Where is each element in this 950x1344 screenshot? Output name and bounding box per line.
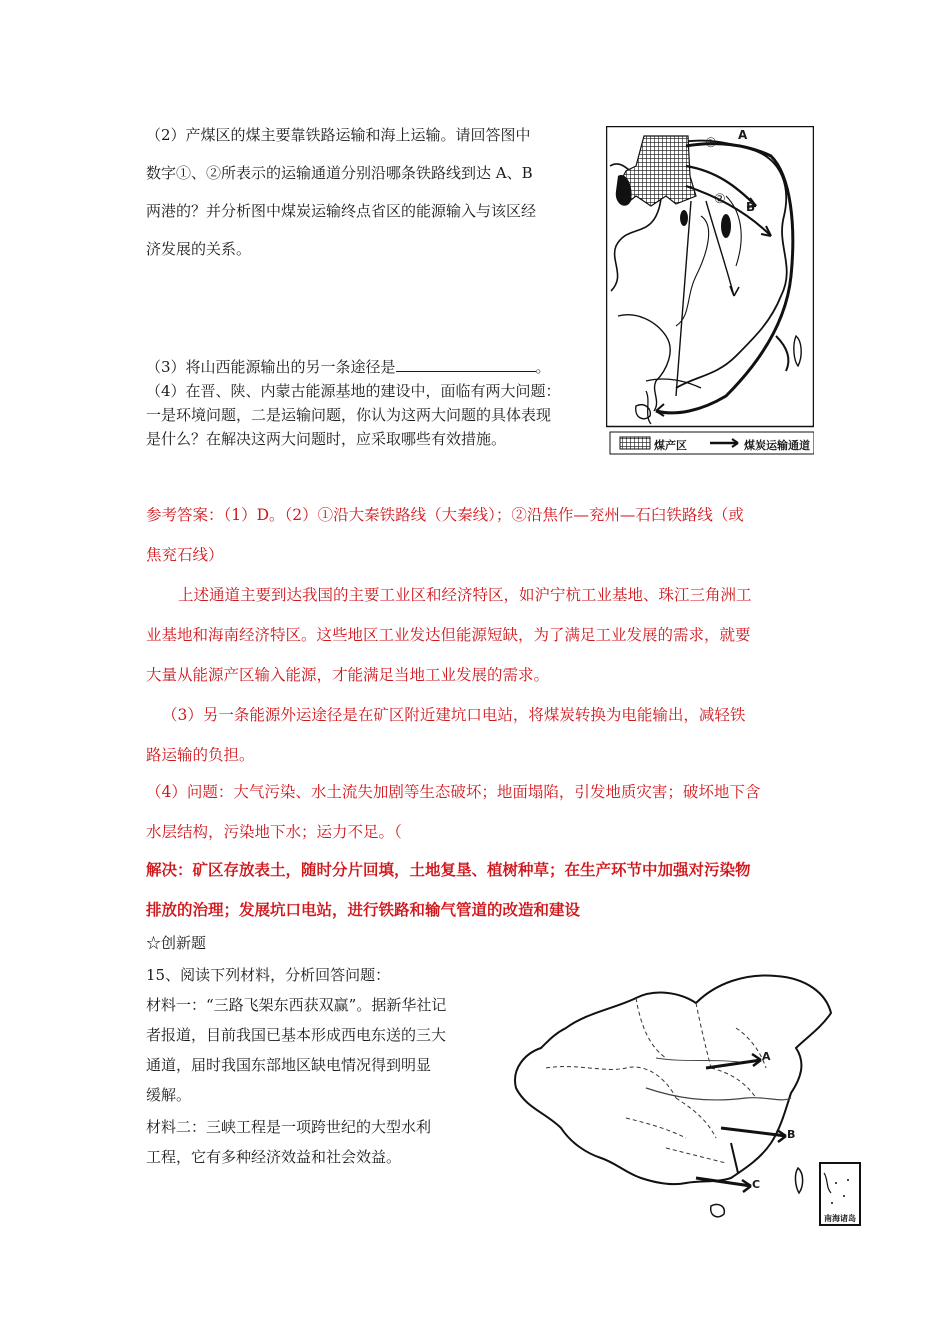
material-line: 者报道，目前我国已基本形成西电东送的三大 <box>146 1026 447 1044</box>
answer-line: 参考答案：（1）D。（2）①沿大秦铁路线（大秦线）；②沿焦作—兖州—石臼铁路线（或 <box>146 506 744 524</box>
label-A: A <box>738 128 748 142</box>
answer-paragraph-1 <box>146 575 836 695</box>
answer-line: （3）另一条能源外运途径是在矿区附近建坑口电站，将煤炭转换为电能输出，减轻铁 <box>162 706 746 724</box>
question-3-text: （3）将山西能源输出的另一条途径是 <box>146 358 396 376</box>
label-B: B <box>787 1128 796 1141</box>
answer-line: （4）问题：大气污染、水土流失加剧等生态破坏；地面塌陷，引发地质灾害；破坏地下含 <box>146 783 761 801</box>
question-2-line: （2）产煤区的煤主要靠铁路运输和海上运输。请回答图中 <box>146 126 531 144</box>
inset-caption: 南海诸岛 <box>824 1213 856 1223</box>
answer-line: 水层结构，污染地下水；运力不足。（ <box>146 823 402 841</box>
answer-paragraph-2 <box>146 695 836 775</box>
question-3-suffix: 。 <box>535 358 551 376</box>
question-2-line: 济发展的关系。 <box>146 240 252 258</box>
label-C: C <box>752 1178 761 1191</box>
label-circle-1: ① <box>705 136 717 151</box>
question-4-line: 是什么？在解决这两大问题时，应采取哪些有效措施。 <box>146 430 507 448</box>
china-power-map <box>506 968 866 1230</box>
question-2 <box>146 116 596 268</box>
material-line: 缓解。 <box>146 1086 192 1104</box>
material-line: 材料二：三峡工程是一项跨世纪的大型水利 <box>146 1118 432 1136</box>
question-4 <box>146 379 606 451</box>
answer-line: 排放的治理；发展坑口电站，进行铁路和输气管道的改造和建设 <box>146 900 581 919</box>
label-circle-2: ② <box>714 192 726 207</box>
legend-transport-route: 煤炭运输通道 <box>744 439 810 452</box>
section-title: ☆创新题 <box>146 934 207 952</box>
question-4-line: 一是环境问题，二是运输问题，你认为这两大问题的具体表现 <box>146 406 552 424</box>
question-4-line: （4）在晋、陕、内蒙古能源基地的建设中，面临有两大问题： <box>146 382 561 400</box>
answer-line: 解决：矿区存放表土，随时分片回填，土地复垦、植树种草；在生产环节中加强对污染物 <box>146 860 751 879</box>
question-2-line: 数字①、②所表示的运输通道分别沿哪条铁路线到达 A、B <box>146 164 533 182</box>
material-line: 工程，它有多种经济效益和社会效益。 <box>146 1148 402 1166</box>
answer-line: 业基地和海南经济特区。这些地区工业发达但能源短缺，为了满足工业发展的需求，就要 <box>146 626 751 644</box>
coal-map-svg <box>606 126 814 456</box>
coal-transport-map <box>606 126 814 456</box>
answer-line: 上述通道主要到达我国的主要工业区和经济特区，如沪宁杭工业基地、珠江三角洲工 <box>178 586 752 604</box>
question-2-line: 两港的？并分析图中煤炭运输终点省区的能源输入与该区经 <box>146 202 537 220</box>
answer-line: 焦兖石线） <box>146 546 224 564</box>
label-B: B <box>746 200 756 214</box>
legend-coal-area: 煤产区 <box>654 439 687 452</box>
reference-answer <box>146 495 826 575</box>
material-line: 材料一：“三路飞架东西获双赢”。据新华社记 <box>146 996 447 1014</box>
material-2 <box>146 1112 506 1172</box>
china-map-svg <box>506 968 866 1230</box>
answer-line: 大量从能源产区输入能源，才能满足当地工业发展的需求。 <box>146 666 550 684</box>
answer-paragraph-3 <box>146 772 836 852</box>
question-3 <box>146 355 606 379</box>
label-A: A <box>762 1050 771 1063</box>
answer-blank <box>396 357 536 372</box>
material-line: 通道，届时我国东部地区缺电情况得到明显 <box>146 1056 432 1074</box>
answer-line: 路运输的负担。 <box>146 746 255 764</box>
question-15-intro: 15、阅读下列材料，分析回答问题： <box>146 966 391 984</box>
answer-paragraph-4 <box>146 850 836 930</box>
material-1 <box>146 990 506 1110</box>
